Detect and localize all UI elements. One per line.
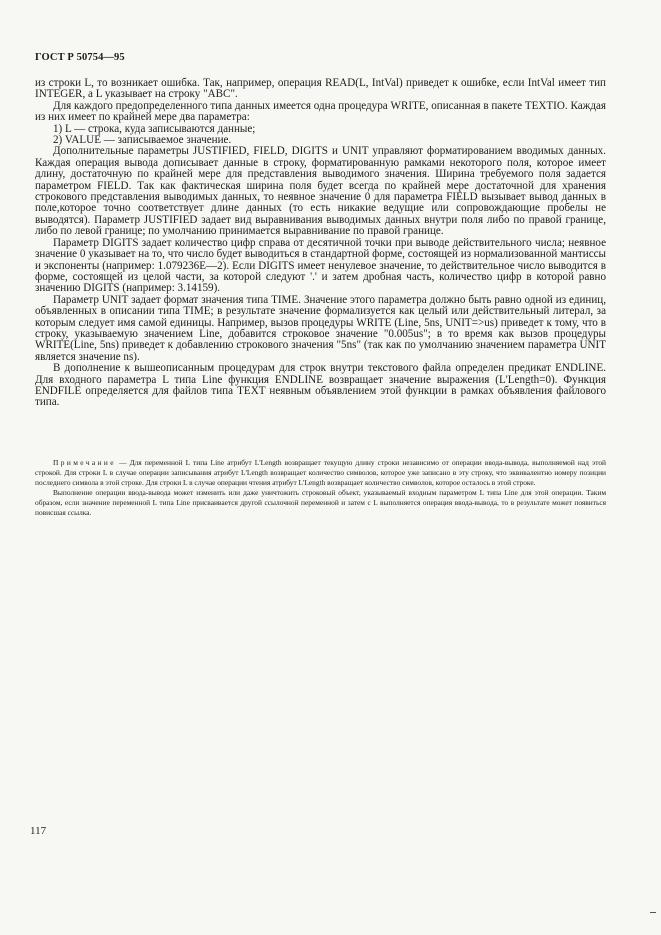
list-item-l: 1) L — строка, куда записываются данные;	[53, 122, 256, 135]
main-text	[35, 78, 606, 409]
note-first-text: — Для переменной L типа Line атрибут L'Length возвращает текущую длину строки независимо от операции ввода-вывода, выполняемой над этой строкой. Для строки L в случае операции записывания атрибут L'Length возвращает количество символов, которое уже записано в эту строку, что эквивалентно номеру позиции последнего символа в этой строке. Для строки L в случае операции чтения атрибут L'Length возвращает количество символов, которое осталось в этой строке.	[35, 458, 606, 487]
note-label: Примечание	[53, 458, 116, 467]
paragraph-unit: Параметр UNIT задает формат значения типа TIME. Значение этого параметра должно быть равно одной из единиц, объявленных в описании типа TIME; в результате значение формализуется как целый или действительный литерал, за которым следует имя самой единицы. Например, вызов процедуры WRITE (Line, 5ns, UNIT=>us) приведет к тому, что в строку, указываемую значением Line, добавится строковое значение "0.005us"; в то время как вызов процедуры WRITE(Line, 5ns) приведет к добавлению строкового значения "5ns" (так как по умолчанию значением параметра UNIT является значение ns).	[35, 293, 606, 363]
page-number: 117	[30, 825, 47, 837]
list-item-value: 2) VALUE — записываемое значение.	[53, 134, 232, 147]
paragraph-read-error: из строки L, то возникает ошибка. Так, например, операция READ(L, IntVal) приведет к ошибке, если IntVal имеет тип INTEGER, а L указывает на строку "ABC".	[35, 77, 606, 101]
note-paragraph-dangling: Выполнение операции ввода-вывода может изменить или даже уничтожить строковый объект, указываемый входным параметром L типа Line для этой операции. Таким образом, если значение переменной L типа Line присваивается другой ссылочной переменной и затем с L выполняется операция ввода-вывода, то в результате может появиться повисшая ссылка.	[35, 488, 606, 517]
paragraph-digits: Параметр DIGITS задает количество цифр справа от десятичной точки при выводе действительного числа; неявное значение 0 указывает на то, что число будет выводиться в стандартной форме, состоящей из нормализованной мантиссы и экспоненты (например: 1.079236E—2). Если DIGITS имеет ненулевое значение, то действительное число выводится в форме, состоящей из целой части, за которой следуют '.' и затем дробная часть, количество цифр в которой равно значению DIGITS (например: 3.14159).	[35, 236, 606, 295]
paragraph-endline: В дополнение к вышеописанным процедурам для строк внутри текстового файла определен предикат ENDLINE. Для входного параметра L типа Line функция ENDLINE возвращает значение выражения (L'Length=0). Функция ENDFILE определяется для файлов типа TEXT неявным объявлением этой функции в рамках объявления файлового типа.	[35, 362, 606, 409]
note-block	[35, 458, 606, 518]
standard-header: ГОСТ Р 50754—95	[35, 52, 125, 63]
paragraph-extra-params: Дополнительные параметры JUSTIFIED, FIELD, DIGITS и UNIT управляют форматированием вводимых данных. Каждая операция вывода дописывает данные в строку, форматированную рамками некоторого поля, которое имеет длину, достаточную по крайней мере для представления выводимого значения. Ширина требуемого поля задается параметром FIELD. Так как фактическая ширина поля будет всегда по крайней мере достаточной для хранения строкового представления выводимых данных, то неявное значение 0 для параметра FIELD вызывает вывод данных в поле,которое точно соответствует длине данных (то есть никакие ведущие или сопровождающие пробелы не выводятся). Параметр JUSTIFIED задает вид выравнивания выводимых данных внутри поля либо по правой границе, либо по левой границе; по умолчанию принимается выравнивание по правой границе.	[35, 145, 606, 238]
note-paragraph-length	[35, 458, 606, 488]
edge-mark	[650, 912, 656, 913]
paragraph-write-procedure: Для каждого предопределенного типа данных имеется одна процедура WRITE, описанная в пакете TEXTIO. Каждая из них имеет по крайней мере два параметра:	[35, 99, 606, 124]
